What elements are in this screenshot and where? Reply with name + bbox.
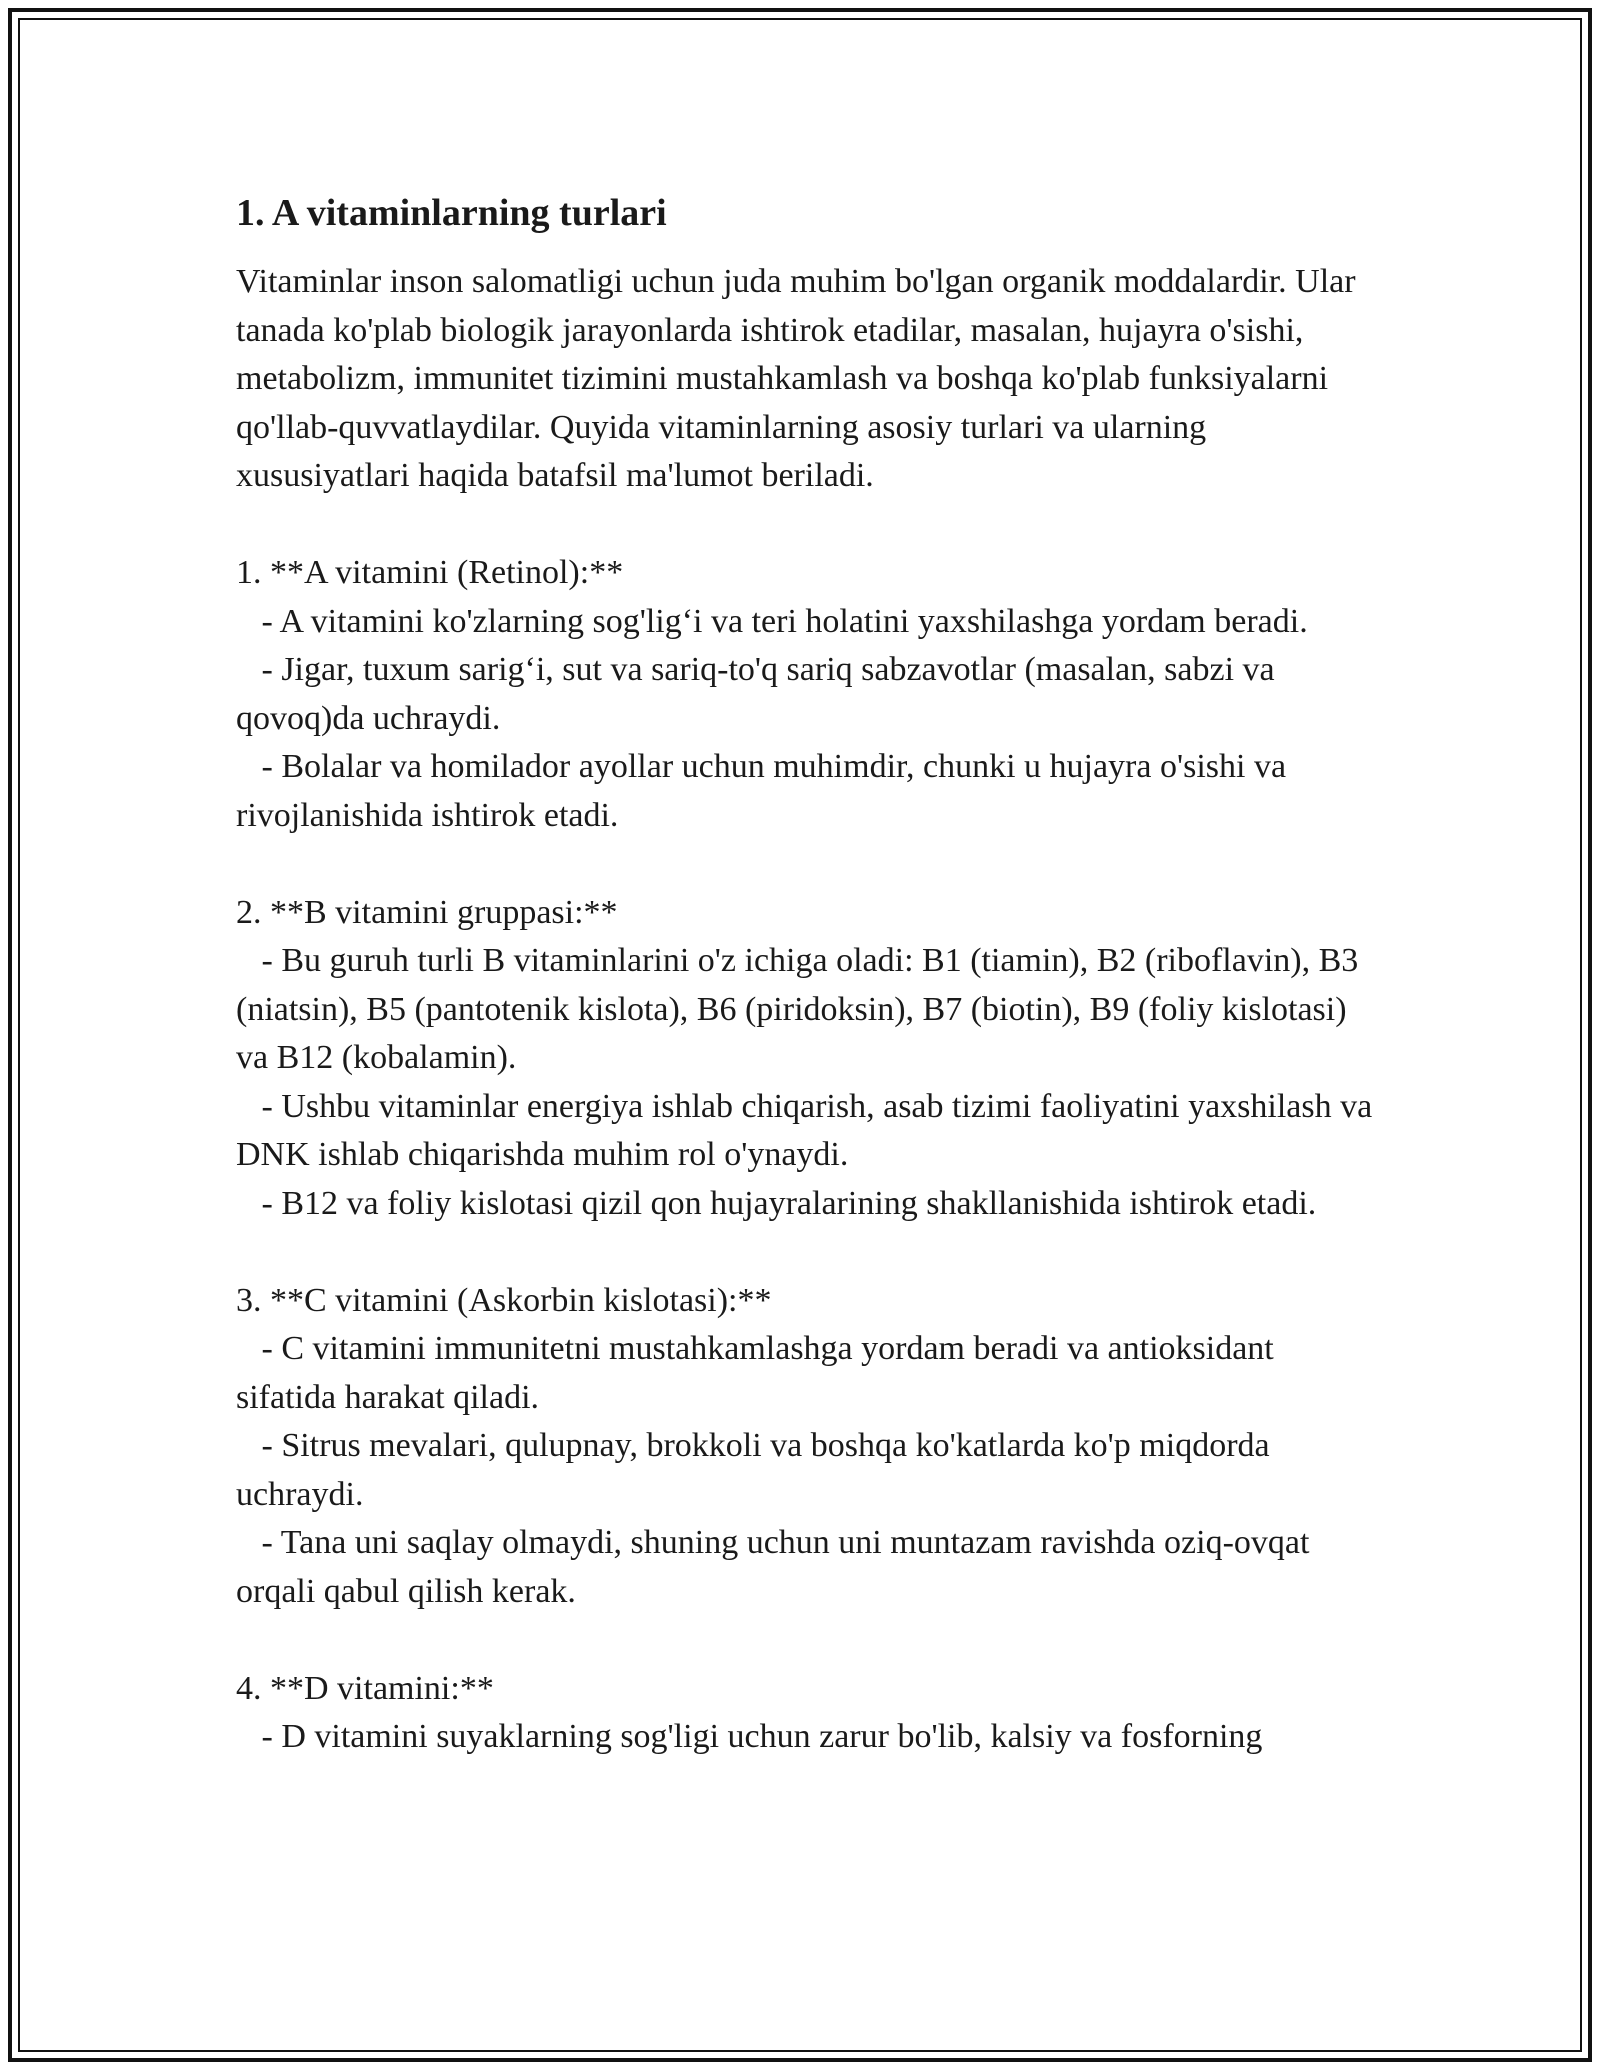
section-item-list	[236, 937, 1381, 1228]
list-item: - Sitrus mevalari, qulupnay, brokkoli va boshqa ko'katlarda ko'p miqdorda uchraydi.	[236, 1427, 1279, 1513]
section-heading: 2. **B vitamini gruppasi:**	[236, 893, 618, 931]
list-item: - B12 va foliy kislotasi qizil qon hujayralarining shakllanishida ishtirok etadi.	[236, 1184, 1317, 1222]
list-item: - Ushbu vitaminlar energiya ishlab chiqarish, asab tizimi faoliyatini yaxshilash va DNK ishlab chiqarishda muhim rol o'ynaydi.	[236, 1087, 1381, 1173]
list-item: - Bu guruh turli B vitaminlarini o'z ichiga oladi: B1 (tiamin), B2 (riboflavin), B3 (niatsin), B5 (pantotenik kislota), B6 (piridoksin), B7 (biotin), B9 (foliy kislotasi) va B12 (kobalamin).	[236, 942, 1367, 1076]
list-item: - D vitamini suyaklarning sog'ligi uchun zarur bo'lib, kalsiy va fosforning	[236, 1718, 1263, 1755]
section-item-list	[236, 1325, 1376, 1616]
list-item: - Tana uni saqlay olmaydi, shuning uchun uni muntazam ravishda oziq-ovqat orqali qabul qilish kerak.	[236, 1524, 1318, 1610]
section-heading: 4. **D vitamini:**	[236, 1669, 494, 1707]
intro-paragraph: Vitaminlar inson salomatligi uchun juda muhim bo'lgan organik moddalardir. Ular tanada ko'plab biologik jarayonlarda ishtirok etadilar, masalan, hujayra o'sishi, metabolizm, immunitet tizimini mustahkamlash va boshqa ko'plab funksiyalarni qo'llab-quvvatlaydilar. Quyida vitaminlarning asosiy turlari va ularning xususiyatlari haqida batafsil ma'lumot beriladi.	[236, 263, 1356, 494]
section-vitamin-c	[236, 1277, 1376, 1617]
section-item-list	[236, 1713, 1376, 1762]
section-vitamin-b	[236, 889, 1381, 1229]
section-heading: 3. **C vitamini (Askorbin kislotasi):**	[236, 1281, 772, 1319]
list-item: - Jigar, tuxum sarig‘i, sut va sariq-to'q sariq sabzavotlar (masalan, sabzi va qovoq)da uchraydi.	[236, 651, 1284, 737]
section-heading: 1. **A vitamini (Retinol):**	[236, 554, 624, 591]
list-item: - Bolalar va homilador ayollar uchun muhimdir, chunki u hujayra o'sishi va rivojlanishida ishtirok etadi.	[236, 748, 1295, 834]
section-vitamin-a	[236, 549, 1376, 840]
list-item: - C vitamini immunitetni mustahkamlashga yordam beradi va antioksidant sifatida harakat qiladi.	[236, 1330, 1283, 1416]
document-page	[236, 188, 1381, 1762]
section-item-list	[236, 598, 1376, 841]
list-item: - A vitamini ko'zlarning sog'lig‘i va teri holatini yaxshilashga yordam beradi.	[236, 602, 1308, 640]
document-title: 1. A vitaminlarning turlari	[236, 192, 667, 234]
section-vitamin-d	[236, 1665, 1376, 1762]
